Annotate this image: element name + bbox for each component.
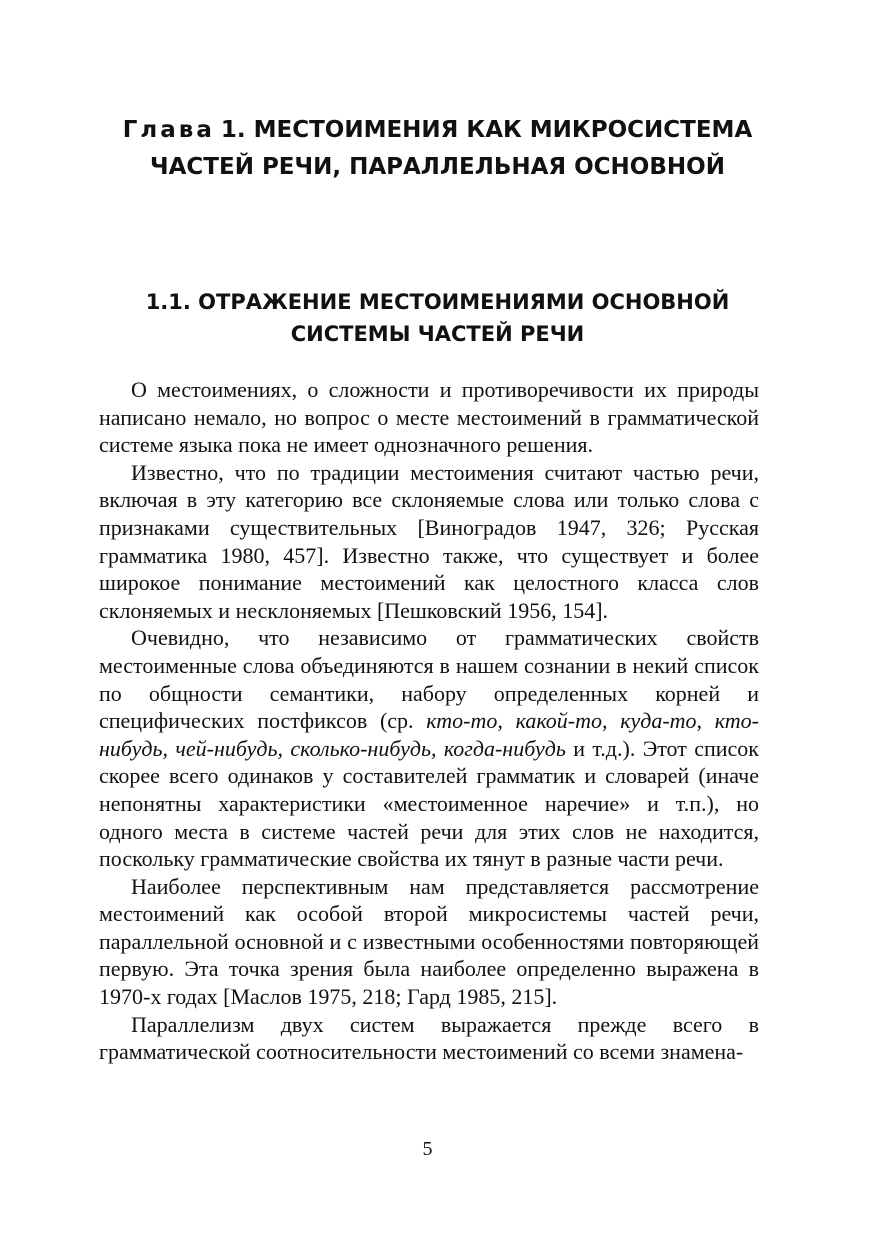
section-heading-line-2: СИСТЕМЫ ЧАСТЕЙ РЕЧИ <box>290 322 585 346</box>
chapter-heading-line-2: ЧАСТЕЙ РЕЧИ, ПАРАЛЛЕЛЬНАЯ ОСНОВНОЙ <box>150 154 725 180</box>
paragraph-4: Наиболее перспективным нам представляется рассмотрение местоимений как особой второй микросистемы частей речи, параллельной основной и с известными особенностями повторяющей первую. Эта точка зрения была наиболее определенно выражена в 1970-х годах [Маслов 1975, 218; Гард 1985, 215]. <box>99 873 759 1010</box>
paragraph-3-intro: Очевидно, что независимо от грамматических свойств местоименные слова объединяются в нашем сознании в некий список по общности семантики, набору определенных корней и специфических постфиксов (ср. <box>99 625 759 734</box>
section-heading <box>60 286 815 350</box>
paragraph-3-rest: и т.д.). Этот список скорее всего одинаков у составителей грамматик и словарей (иначе непонятны характеристики «местоименное наречие» и т.п.), но одного места в системе частей речи для этих слов не находится, поскольку грамматические свойства их тянут в разные части речи. <box>99 735 759 872</box>
chapter-label: Глава <box>122 117 215 143</box>
paragraph-2: Известно, что по традиции местоимения считают частью речи, включая в эту категорию все склоняемые слова или только слова с признаками существительных [Виноградов 1947, 326; Русская грамматика 1980, 457]. Известно также, что существует и более широкое понимание местоимений как целостного класса слов склоняемых и несклоняемых [Пешковский 1956, 154]. <box>99 459 759 623</box>
paragraph-3 <box>99 624 759 872</box>
paragraph-1: О местоимениях, о сложности и противоречивости их природы написано немало, но вопрос о месте местоимений в грамматической системе языка пока не имеет однозначного решения. <box>99 377 759 458</box>
page-number: 5 <box>422 1138 433 1160</box>
pronoun-examples: кто-то, какой-то, куда-то, кто-нибудь, чей-нибудь, сколько-нибудь, когда-нибудь <box>99 708 759 761</box>
chapter-title-text: 1. МЕСТОИМЕНИЯ КАК МИКРОСИСТЕМА <box>220 117 753 143</box>
chapter-heading-line-1 <box>60 112 815 149</box>
chapter-heading <box>60 112 815 186</box>
body-text <box>99 376 759 1066</box>
paragraph-5: Параллелизм двух систем выражается прежде всего в грамматической соотносительности местоимений со всеми знамена- <box>99 1011 759 1065</box>
section-heading-line-1: 1.1. ОТРАЖЕНИЕ МЕСТОИМЕНИЯМИ ОСНОВНОЙ <box>145 290 730 314</box>
